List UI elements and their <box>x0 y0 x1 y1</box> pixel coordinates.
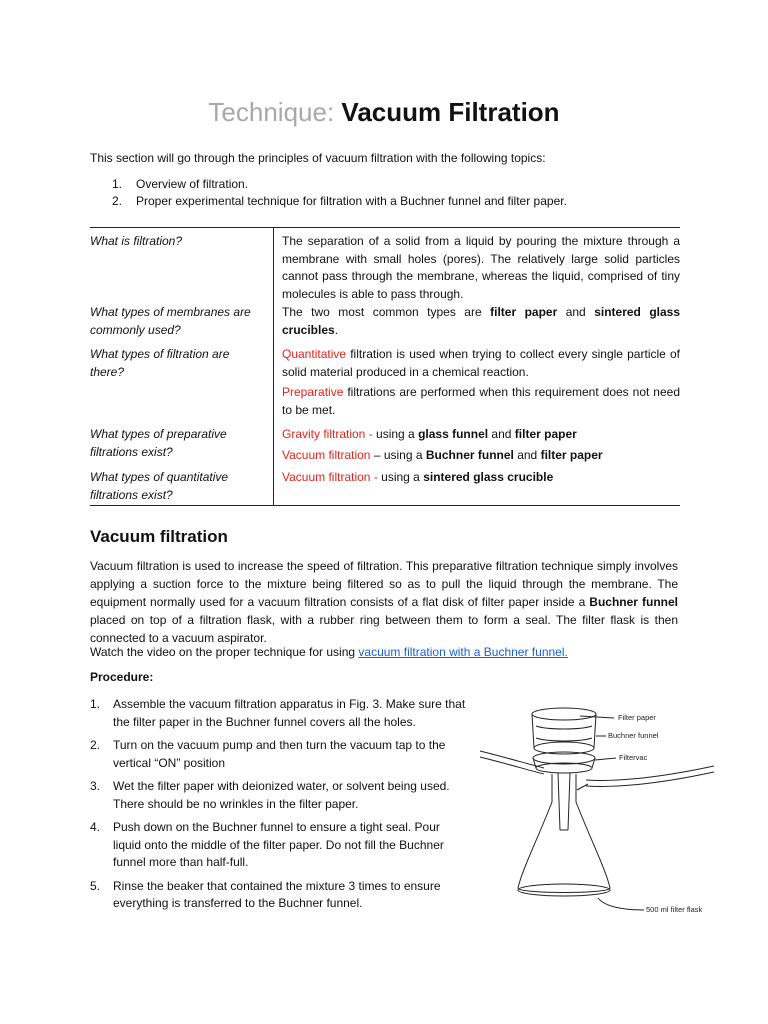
funnel-stem <box>558 773 570 830</box>
flask-side-arm <box>577 784 588 790</box>
answer-cell: The separation of a solid from a liquid by pouring the mixture through a membrane with small holes (pores). The relatively large solid particles cannot pass through the membrane, whereas the liquid, comprised of tiny molecules is able to pass through. <box>282 234 680 301</box>
table-divider <box>273 228 274 505</box>
filtration-qa-table <box>90 227 680 506</box>
list-item: 2. Proper experimental technique for filtration with a Buchner funnel and filter paper. <box>112 194 567 208</box>
question-cell: What types of preparative filtrations exist? <box>90 427 227 459</box>
answer-cell: Gravity filtration - using a glass funnel and filter paper Vacuum filtration – using a Buchner funnel and filter paper <box>282 427 603 462</box>
flask-body <box>518 802 610 893</box>
question-cell: What types of membranes are commonly used? <box>90 305 251 337</box>
topic-list <box>112 176 712 210</box>
figure-label-buchner: Buchner funnel <box>608 731 659 740</box>
flask-base <box>518 884 610 896</box>
flask-neck <box>552 774 576 802</box>
funnel-rim <box>532 708 596 720</box>
question-cell: What types of filtration are there? <box>90 347 230 379</box>
list-item: 1. Assemble the vacuum filtration apparatus in Fig. 3. Make sure that the filter paper in the Buchner funnel covers all the holes. <box>90 697 466 729</box>
leader-line <box>595 758 616 760</box>
figure-label-flask: 500 ml filter flask <box>646 905 703 914</box>
figure-label-filtervac: Filtervac <box>619 753 648 762</box>
answer-cell: Vacuum filtration - using a sintered glass crucible <box>282 470 554 484</box>
section-paragraph: Vacuum filtration is used to increase the speed of filtration. This preparative filtration technique simply involves applying a suction force to the mixture being filtered so as to pull the liquid through the membrane. The equipment normally used for a vacuum filtration consists of a flat disk of filter paper inside a Buchner funnel placed on top of a filtration flask, with a rubber ring between them to form a seal. The filter flask is then connected to a vacuum aspirator. <box>90 559 678 645</box>
table-row <box>90 299 680 341</box>
intro-text: This section will go through the principles of vacuum filtration with the following topics: <box>90 151 546 165</box>
funnel-plate-lines <box>536 726 592 741</box>
question-cell: What is filtration? <box>90 234 183 248</box>
table-row <box>90 341 680 421</box>
question-cell: What types of quantitative filtrations exist? <box>90 470 229 502</box>
list-item: 5. Rinse the beaker that contained the mixture 3 times to ensure everything is transferred to the Buchner funnel. <box>90 878 441 910</box>
procedure-heading: Procedure: <box>90 670 154 684</box>
list-item: 2. Turn on the vacuum pump and then turn the vacuum tap to the vertical “ON” position <box>90 738 446 770</box>
table-row <box>90 228 680 299</box>
list-item: 3. Wet the filter paper with deionized water, or solvent being used. There should be no wrinkles in the filter paper. <box>90 779 450 811</box>
list-item: 4. Push down on the Buchner funnel to ensure a tight seal. Pour liquid onto the middle of the filter paper. Do not fill the Buchner funnel more than half-full. <box>90 820 444 869</box>
funnel-body <box>532 714 596 748</box>
vacuum-filtration-apparatus-figure <box>478 698 716 918</box>
title-main: Vacuum Filtration <box>341 97 560 127</box>
table-row <box>90 464 680 505</box>
leader-line <box>580 716 614 718</box>
list-item: 1. Overview of filtration. <box>112 177 249 191</box>
video-line: Watch the video on the proper technique for using vacuum filtration with a Buchner funnel. <box>90 645 568 659</box>
table-row <box>90 421 680 464</box>
answer-cell: The two most common types are filter paper and sintered glass crucibles. <box>282 305 681 337</box>
figure-label-filter-paper: Filter paper <box>618 713 656 722</box>
procedure-steps <box>90 696 468 919</box>
answer-cell: Quantitative filtration is used when trying to collect every single particle of solid material produced in a chemical reaction. Preparative filtrations are performed when this requirement does not need to be met. <box>282 347 680 417</box>
vacuum-tubing-right <box>586 766 714 786</box>
page-title <box>0 96 768 128</box>
leader-line <box>598 898 644 910</box>
title-prefix: Technique: <box>208 97 335 127</box>
section-heading: Vacuum filtration <box>90 527 228 546</box>
video-link[interactable]: vacuum filtration with a Buchner funnel. <box>358 645 568 659</box>
